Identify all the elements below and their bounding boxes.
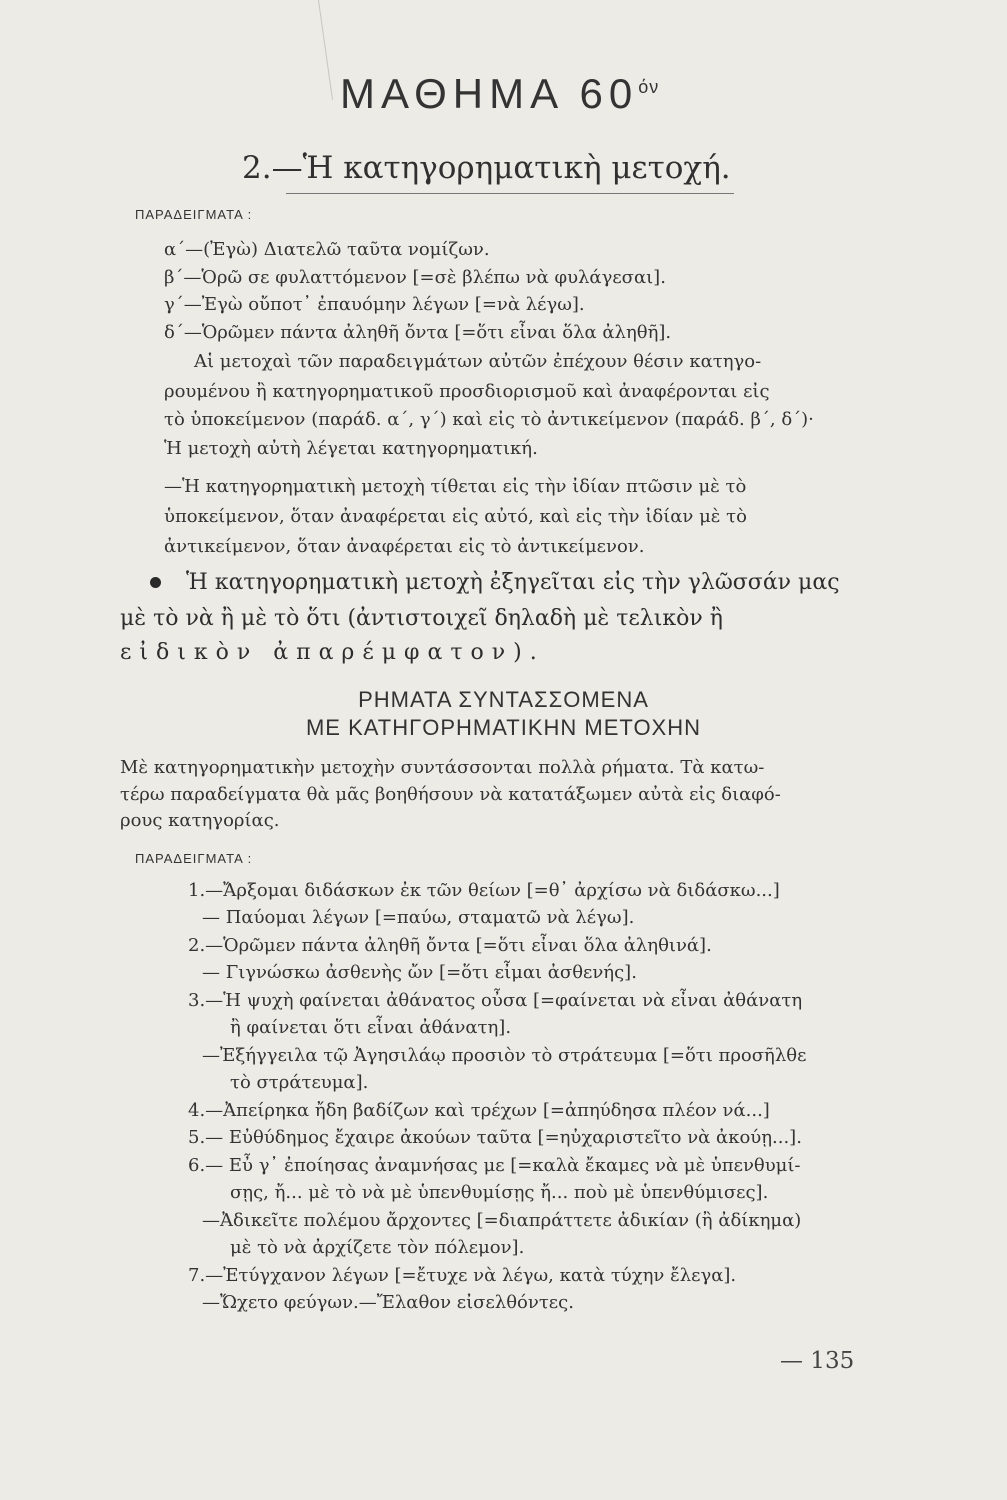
example-line-7: —Ἐξήγγειλα τῷ Ἀγησιλάῳ προσιὸν τὸ στράτευμα [=ὅτι προσῆλθε xyxy=(202,1045,807,1066)
paragraph-1-line-1: Αἱ μετοχαὶ τῶν παραδειγμάτων αὐτῶν ἐπέχουν θέσιν κατηγο- xyxy=(194,351,762,372)
example-line-8: τὸ στράτευμα]. xyxy=(230,1072,369,1093)
paragraph-2-line-3: ἀντικείμενον, ὅταν ἀναφέρεται εἰς τὸ ἀντικείμενον. xyxy=(164,536,645,557)
example-line-10: 5.— Εὐθύδημος ἔχαιρε ἀκούων ταῦτα [=ηὐχαριστεῖτο νὰ ἀκούῃ...]. xyxy=(188,1127,802,1148)
paragraph-3-line-1: Ἡ κατηγορηματικὴ μετοχὴ ἐξηγεῖται εἰς τὴν γλῶσσάν μας xyxy=(186,570,840,595)
heading-line-2: ΜΕ ΚΑΤΗΓΟΡΗΜΑΤΙΚΗΝ ΜΕΤΟΧΗΝ xyxy=(305,715,702,740)
paragraph-1-line-2: ρουμένου ἢ κατηγορηματικοῦ προσδιορισμοῦ καὶ ἀναφέρονται εἰς xyxy=(164,381,770,402)
paragraph-2-line-2: ὑποκείμενον, ὅταν ἀναφέρεται εἰς αὐτό, καὶ εἰς τὴν ἰδίαν μὲ τὸ xyxy=(164,506,747,527)
example-line-2: — Παύομαι λέγων [=παύω, σταματῶ νὰ λέγω]. xyxy=(202,907,635,928)
examples-label-1: ΠΑΡΑΔΕΙΓΜΑΤΑ : xyxy=(135,207,253,222)
intro-example-1: α΄—(Ἐγὼ) Διατελῶ ταῦτα νομίζων. xyxy=(164,239,490,260)
paragraph-4-line-1: Μὲ κατηγορηματικὴν μετοχὴν συντάσσονται πολλὰ ρήματα. Τὰ κατω- xyxy=(120,757,765,778)
example-line-6: ἢ φαίνεται ὅτι εἶναι ἀθάνατη]. xyxy=(230,1017,512,1038)
example-line-4: — Γιγνώσκω ἀσθενὴς ὤν [=ὅτι εἶμαι ἀσθενής]. xyxy=(202,962,637,983)
paragraph-1-line-3: τὸ ὑποκείμενον (παράδ. α΄, γ΄) καὶ εἰς τὸ ἀντικείμενον (παράδ. β΄, δ΄)· xyxy=(164,409,814,430)
intro-example-3: γ΄—Ἐγὼ οὔποτ᾿ ἐπαυόμην λέγων [=νὰ λέγω]. xyxy=(164,294,585,315)
paragraph-1-line-4: Ἡ μετοχὴ αὐτὴ λέγεται κατηγορηματική. xyxy=(164,438,538,459)
example-line-12: σῃς, ἤ... μὲ τὸ νὰ μὲ ὑπενθυμίσῃς ἤ... ποὺ μὲ ὑπενθύμισες]. xyxy=(230,1182,769,1203)
intro-example-4: δ΄—Ὁρῶμεν πάντα ἀληθῆ ὄντα [=ὅτι εἶναι ὅλα ἀληθῆ]. xyxy=(164,322,672,343)
example-line-16: —Ὤχετο φεύγων.—Ἔλαθον εἰσελθόντες. xyxy=(202,1292,574,1313)
example-line-11: 6.— Εὖ γ᾿ ἐποίησας ἀναμνήσας με [=καλὰ ἔκαμες νὰ μὲ ὑπενθυμί- xyxy=(188,1155,801,1176)
example-line-3: 2.—Ὁρῶμεν πάντα ἀληθῆ ὄντα [=ὅτι εἶναι ὅλα ἀληθινά]. xyxy=(188,935,712,956)
lesson-title: ΜΑΘΗΜΑ $60^{ό\nu}$ xyxy=(340,70,660,117)
margin-pencil-mark xyxy=(278,0,333,100)
example-line-5: 3.—Ἡ ψυχὴ φαίνεται ἀθάνατος οὖσα [=φαίνεται νὰ εἶναι ἀθάνατη xyxy=(188,990,803,1011)
paragraph-3-line-2: μὲ τὸ νὰ ἢ μὲ τὸ ὅτι (ἀντιστοιχεῖ δηλαδὴ μὲ τελικὸν ἢ xyxy=(120,606,723,631)
intro-example-2: β΄—Ὁρῶ σε φυλαττόμενον [=σὲ βλέπω νὰ φυλάγεσαι]. xyxy=(164,267,666,288)
paragraph-4-line-2: τέρω παραδείγματα θὰ μᾶς βοηθήσουν νὰ κατατάξωμεν αὐτὰ εἰς διαφό- xyxy=(120,784,781,805)
example-line-14: μὲ τὸ νὰ ἀρχίζετε τὸν πόλεμον]. xyxy=(230,1237,525,1258)
heading-line-1: ΡΗΜΑΤΑ ΣΥΝΤΑΣΣΟΜΕΝΑ xyxy=(358,687,649,712)
paragraph-3-line-3: εἰδικὸν ἀπαρέμφατον). xyxy=(120,640,545,665)
example-line-15: 7.—Ἐτύγχανον λέγων [=ἔτυχε νὰ λέγω, κατὰ τύχην ἔλεγα]. xyxy=(188,1265,737,1286)
examples-label-2: ΠΑΡΑΔΕΙΓΜΑΤΑ : xyxy=(135,851,253,866)
paragraph-2-line-1: —Ἡ κατηγορηματικὴ μετοχὴ τίθεται εἰς τὴν ἰδίαν πτῶσιν μὲ τὸ xyxy=(164,476,747,497)
bullet-dot xyxy=(150,577,161,588)
example-line-13: —Ἀδικεῖτε πολέμου ἄρχοντες [=διαπράττετε ἀδικίαν (ἢ ἀδίκημα) xyxy=(202,1210,802,1231)
example-line-9: 4.—Ἀπείρηκα ἤδη βαδίζων καὶ τρέχων [=ἀπηύδησα πλέον νά...] xyxy=(188,1100,770,1121)
paragraph-4-line-3: ρους κατηγορίας. xyxy=(120,810,280,831)
example-line-1: 1.—Ἄρξομαι διδάσκων ἐκ τῶν θείων [=θ᾿ ἀρχίσω νὰ διδάσκω...] xyxy=(188,880,780,901)
page-number: — 135 xyxy=(780,1348,855,1374)
section-title: 2.—Ἡ κατηγορηματικὴ μετοχή. xyxy=(242,150,731,186)
